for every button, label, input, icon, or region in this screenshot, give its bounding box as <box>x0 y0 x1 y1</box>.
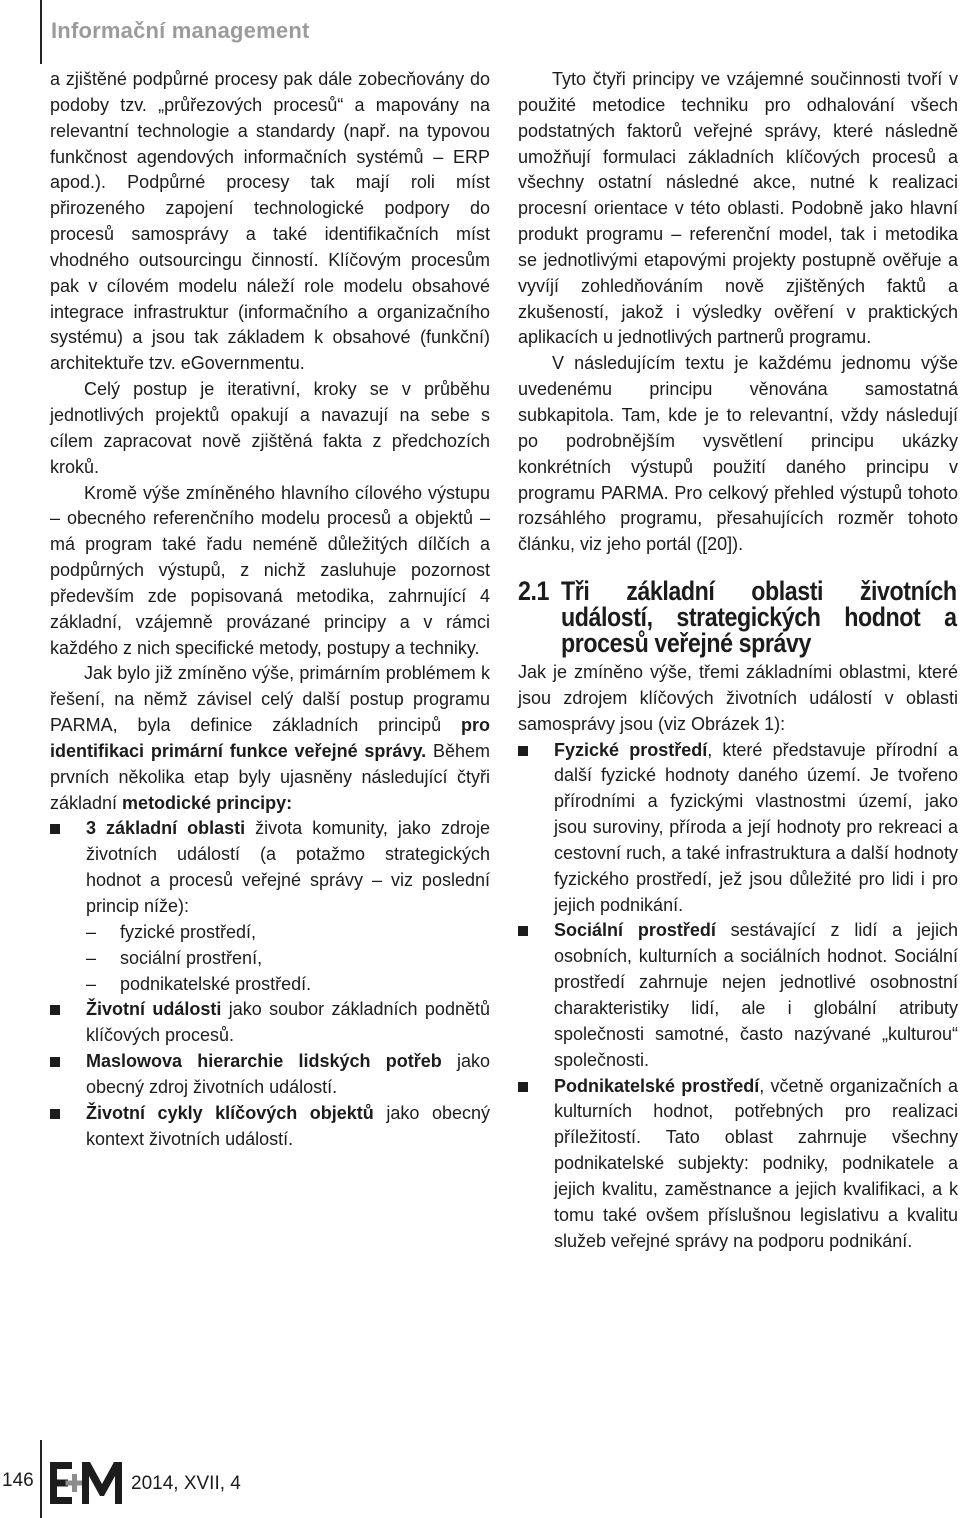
paragraph: Kromě výše zmíněného hlavního cílového výstupu – obecného referenčního modelu procesů a objektů – má program také řadu neméně důležitých dílčích a podpůrných výstupů, z nichž zasluhuje pozornost především zde popisovaná metodika, zahrnující 4 základní, vzájemně provázané principy a v rámci každého z nich specifické metody, postupy a techniky. <box>50 482 490 658</box>
sub-list <box>86 920 490 998</box>
list-item: Sociální prostředí sestávající z lidí a jejich osobních, kulturních a sociálních hodnot. Sociální prostředí zahrnuje nejen jednotlivé osobnostní charakteristiky lidí, ale i globální atributy společnosti samotné, často nazývané „kulturou“ společnosti. <box>518 918 958 1073</box>
paragraph: Celý postup je iterativní, kroky se v průběhu jednotlivých projektů opakují a navazují na sebe s cílem zapracovat nově zjištěná fakta z předchozích kroků. <box>50 379 490 477</box>
issue-info: 2014, XVII, 4 <box>131 1473 241 1494</box>
sub-list-item: – sociální prostření, <box>86 946 490 972</box>
principles-list <box>50 816 490 1152</box>
sub-list-item: – fyzické prostředí, <box>86 920 490 946</box>
paragraph: V následujícím textu je každému jednomu výše uvedenému principu věnována samostatná subkapitola. Tam, kde je to relevantní, vždy následují po podrobnějším vysvětlení principu ukázky konkrétních výstupů použití daného principu v programu PARMA. Pro celkový přehled výstupů tohoto rozsáhlého programu, přesahujících rozměr tohoto článku, viz jeho portál ([20]). <box>518 353 958 555</box>
section-number: 2.1 <box>518 576 550 607</box>
sub-list-item: – podnikatelské prostředí. <box>86 972 490 998</box>
section-title: Tři základní oblasti životních událostí, strategických hodnot a procesů veřejné správy <box>561 576 957 659</box>
list-item: Maslowova hierarchie lidských potřeb jako obecný zdroj životních událostí. <box>50 1049 490 1101</box>
list-item: Životní cykly klíčových objektů jako obecný kontext životních událostí. <box>50 1101 490 1153</box>
page-number: 146 <box>2 1470 34 1491</box>
list-item: Podnikatelské prostředí, včetně organizačních a kulturních hodnot, potřebných pro realizaci příležitostí. Tato oblast zahrnuje všechny podnikatelské subjekty: podniky, podnikatele a jejich kvalitu, zaměstnance a jejich kvalifikaci, a k tomu také ovšem příslušnou legislativu a kvalitu služeb veřejné správy na podporu podnikání. <box>518 1074 958 1255</box>
list-item: Fyzické prostředí, které představuje přírodní a další fyzické hodnoty daného území. Je tvořeno přírodními a fyzickými vlastnostmi území, jako jsou suroviny, příroda a její hodnoty pro rekreaci a cestovní ruch, a také infrastruktura a další hodnoty fyzického prostředí, jež jsou důležité pro lidi i pro jejich podnikání. <box>518 738 958 919</box>
left-column <box>50 67 490 1152</box>
header-rule <box>40 0 42 64</box>
running-head: Informační management <box>51 18 310 43</box>
paragraph: Jak bylo již zmíněno výše, primárním problémem k řešení, na němž závisel celý další postup programu PARMA, byla definice základních principů pro identifikaci primární funkce veřejné správy. Během prvních několika etap byly ujasněny následující čtyři základní metodické principy: <box>50 663 490 813</box>
areas-list <box>518 738 958 1255</box>
list-item: 3 základní oblasti života komunity, jako zdroje životních událostí (a potažmo strategických hodnot a procesů veřejné správy – viz poslední princip níže): – fyzické prostředí, – sociální prostření, – podnikatelské prostředí. <box>50 816 490 997</box>
paragraph: Jak je zmíněno výše, třemi základními oblastmi, které jsou zdrojem klíčových životních událostí v oblasti samosprávy jsou (viz Obrázek 1): <box>518 662 958 734</box>
right-column <box>518 67 958 1254</box>
footer-rule <box>40 1440 42 1518</box>
paragraph: a zjištěné podpůrné procesy pak dále zobecňovány do podoby tzv. „průřezových procesů“ a mapovány na relevantní technologie a standardy (např. na typovou funkčnost agendových informačních systémů – ERP apod.). Podpůrné procesy tak mají roli míst přirozeného zapojení technologické podpory do procesů samosprávy a také identifikačních míst vhodného outsourcingu činností. Klíčovým procesům pak v cílovém modelu náleží role modelu obsahové integrace infrastruktur (informačního a organizačního systému) a jsou tak základem k obsahové (funkční) architektuře tzv. eGovernmentu. <box>50 69 490 374</box>
journal-logo <box>50 1462 122 1504</box>
paragraph: Tyto čtyři principy ve vzájemné součinnosti tvoří v použité metodice techniku pro odhalování všech podstatných faktorů veřejné správy, které následně umožňují formulaci základních klíčových procesů a všechny ostatní následné akce, nutné k realizaci procesní orientace v této oblasti. Podobně jako hlavní produkt programu – referenční model, tak i metodika se jednotlivými etapovými projekty postupně ověřuje a vyvíjí zohledňováním nově zjištěných faktů a zkušeností, jakož i výsledky ověření v praktických aplikacích u jednotlivých partnerů programu. <box>518 69 958 348</box>
section-heading <box>518 576 957 659</box>
list-item: Životní události jako soubor základních podnětů klíčových procesů. <box>50 997 490 1049</box>
